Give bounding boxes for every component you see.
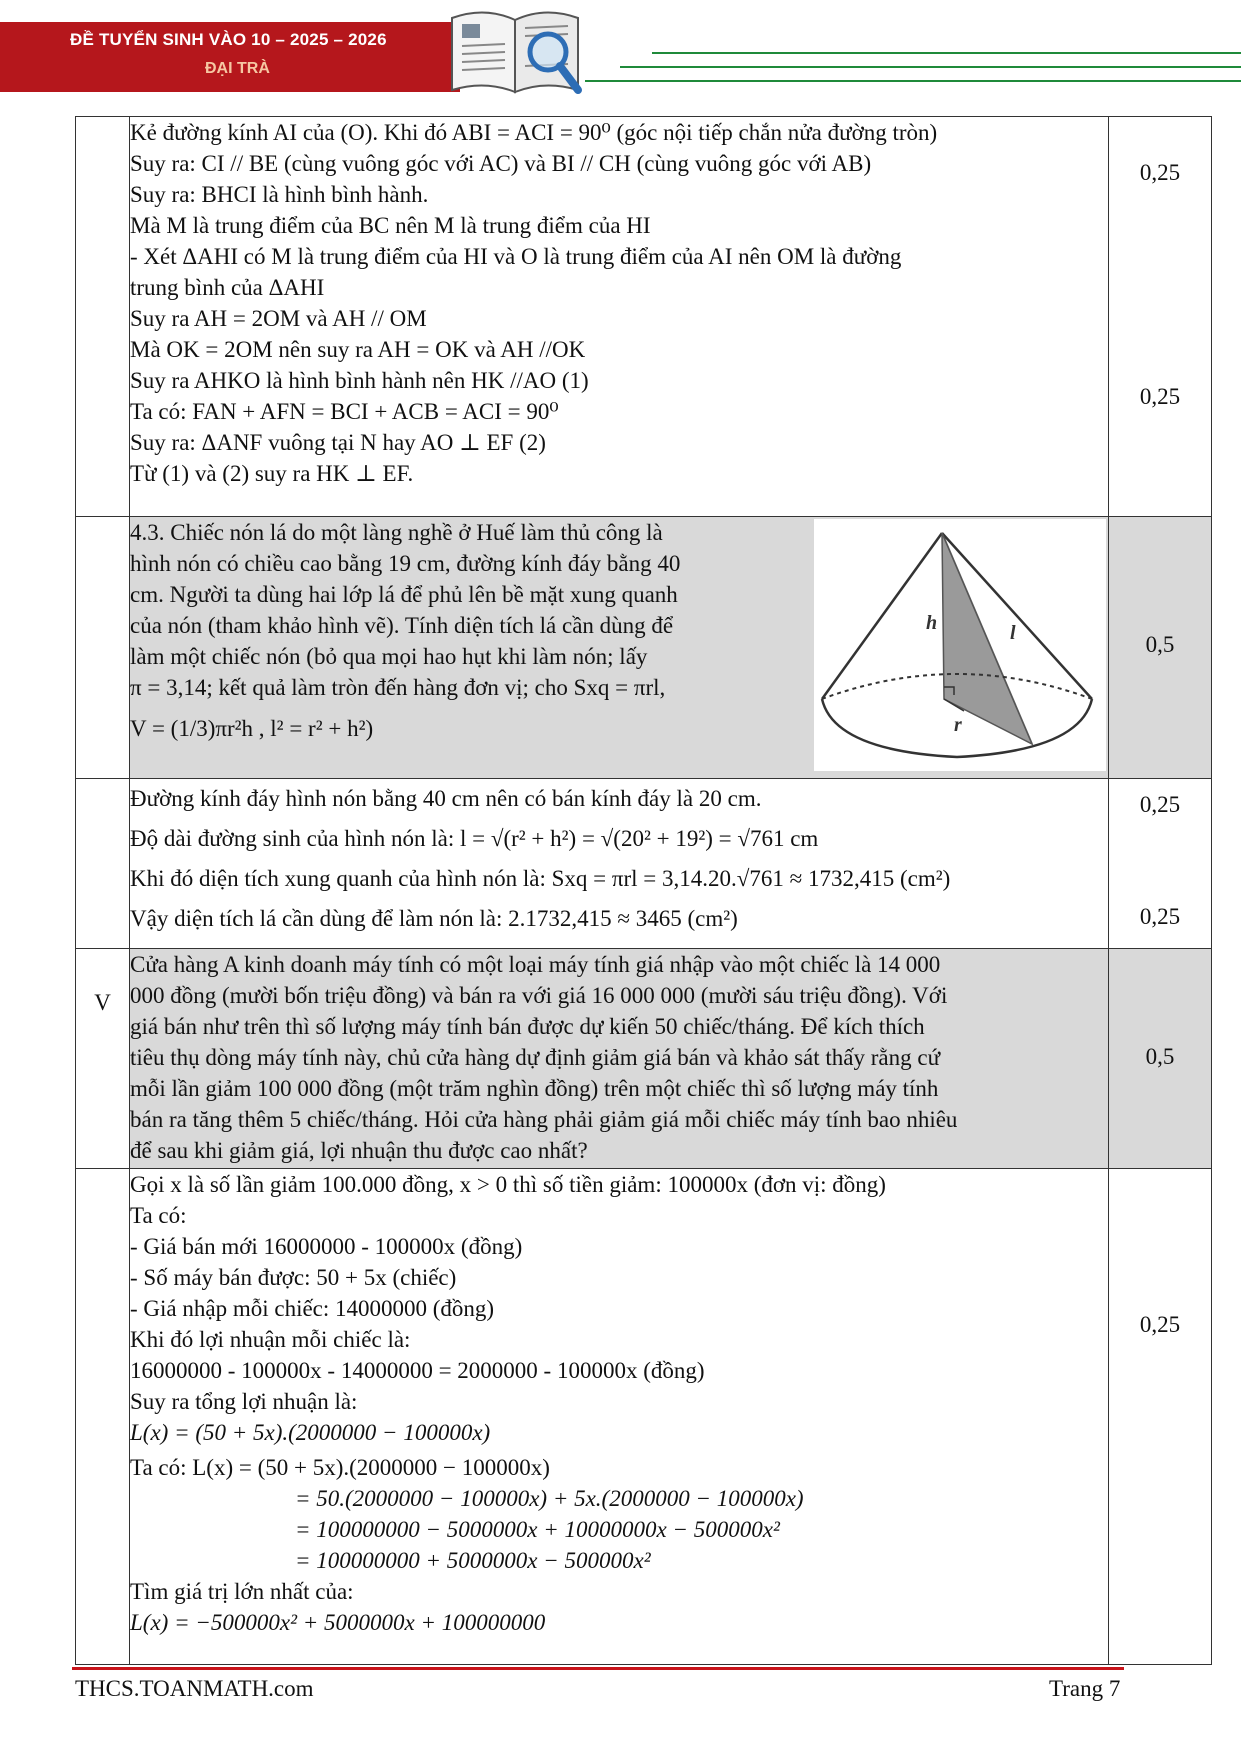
question-number-cell <box>76 779 130 949</box>
footer-site: THCS.TOANMATH.com <box>75 1676 314 1701</box>
text-line: cm. Người ta dùng hai lớp lá để phủ lên bề mặt xung quanh <box>130 582 678 607</box>
label-l: l <box>1010 622 1016 644</box>
question-number-cell <box>76 517 130 779</box>
text-line: Độ dài đường sinh của hình nón là: l = √(r² + h²) = √(20² + 19²) = √761 cm <box>130 826 819 851</box>
text-line: Ta có: FAN + AFN = BCI + ACB = ACI = 90⁰ <box>130 399 559 424</box>
question-number-cell <box>76 117 130 517</box>
text-line: 000 đồng (mười bốn triệu đồng) và bán ra với giá 16 000 000 (mười sáu triệu đồng). Với <box>130 983 948 1008</box>
text-line: trung bình của ΔAHI <box>130 275 325 300</box>
table-row <box>76 117 1212 517</box>
text-line: - Số máy bán được: 50 + 5x (chiếc) <box>130 1265 457 1290</box>
text-line: 16000000 - 100000x - 14000000 = 2000000 - 100000x (đồng) <box>130 1358 705 1383</box>
text-line: Suy ra: ΔANF vuông tại N hay AO ⊥ EF (2) <box>130 430 546 455</box>
points-cell <box>1109 779 1212 949</box>
header-subtitle: ĐẠI TRÀ <box>205 60 270 77</box>
text-line: - Giá bán mới 16000000 - 100000x (đồng) <box>130 1234 523 1259</box>
solution-cell <box>130 117 1109 517</box>
text-line: tiêu thụ dòng máy tính này, chủ cửa hàng dự định giảm giá bán và khảo sát thấy rằng cứ <box>130 1045 941 1070</box>
text-line: Ta có: L(x) = (50 + 5x).(2000000 − 100000x) <box>130 1455 550 1480</box>
question-number-cell <box>76 1169 130 1665</box>
footer-rule <box>72 1667 1124 1670</box>
footer-page-number: Trang 7 <box>1049 1676 1121 1701</box>
text-line: Mà OK = 2OM nên suy ra AH = OK và AH //OK <box>130 337 586 362</box>
cone-diagram <box>814 519 1106 771</box>
text-line: Tìm giá trị lớn nhất của: <box>130 1579 354 1604</box>
text-line: Gọi x là số lần giảm 100.000 đồng, x > 0 thì số tiền giảm: 100000x (đơn vị: đồng) <box>130 1172 886 1197</box>
text-line: Đường kính đáy hình nón bằng 40 cm nên có bán kính đáy là 20 cm. <box>130 786 762 811</box>
points-cell <box>1109 517 1212 779</box>
text-line: Từ (1) và (2) suy ra HK ⊥ EF. <box>130 461 414 486</box>
text-line: của nón (tham khảo hình vẽ). Tính diện tích lá cần dùng để <box>130 613 674 638</box>
points-value: 0,5 <box>1145 1044 1175 1069</box>
solution-cell <box>130 1169 1109 1665</box>
table-row <box>76 517 1212 779</box>
text-line: - Xét ΔAHI có M là trung điểm của HI và O là trung điểm của AI nên OM là đường <box>130 244 902 269</box>
text-line: Kẻ đường kính AI của (O). Khi đó ABI = ACI = 90⁰ (góc nội tiếp chắn nửa đường tròn) <box>130 120 938 145</box>
text-line: Khi đó diện tích xung quanh của hình nón là: Sxq = πrl = 3,14.20.√761 ≈ 1732,415 (cm²) <box>130 866 951 891</box>
points-value: 0,25 <box>1139 904 1181 929</box>
points-value: 0,5 <box>1145 632 1175 657</box>
points-value: 0,25 <box>1139 160 1181 185</box>
text-line: Suy ra tổng lợi nhuận là: <box>130 1389 358 1414</box>
header-rule-top <box>652 52 1241 54</box>
table-row <box>76 1169 1212 1665</box>
solution-cell <box>130 779 1109 949</box>
problem-cell <box>130 949 1109 1169</box>
text-line: L(x) = (50 + 5x).(2000000 − 100000x) <box>130 1420 491 1445</box>
text-line: Suy ra AHKO là hình bình hành nên HK //AO (1) <box>130 368 589 393</box>
table-row <box>76 949 1212 1169</box>
table-row <box>76 779 1212 949</box>
text-line: π = 3,14; kết quả làm tròn đến hàng đơn vị; cho Sxq = πrl, <box>130 675 666 700</box>
text-line: Suy ra: BHCI là hình bình hành. <box>130 182 429 207</box>
text-line: giá bán như trên thì số lượng máy tính bán được dự kiến 50 chiếc/tháng. Để kích thích <box>130 1014 925 1039</box>
text-line: Suy ra AH = 2OM và AH // OM <box>130 306 427 331</box>
text-line: - Giá nhập mỗi chiếc: 14000000 (đồng) <box>130 1296 495 1321</box>
points-cell <box>1109 117 1212 517</box>
text-line: làm một chiếc nón (bỏ qua mọi hao hụt khi làm nón; lấy <box>130 644 648 669</box>
text-line: Khi đó lợi nhuận mỗi chiếc là: <box>130 1327 411 1352</box>
question-number-cell: V <box>76 949 130 1169</box>
text-line: 4.3. Chiếc nón lá do một làng nghề ở Huế làm thủ công là <box>130 520 663 545</box>
text-line: Suy ra: CI // BE (cùng vuông góc với AC) và BI // CH (cùng vuông góc với AB) <box>130 151 872 176</box>
points-cell <box>1109 949 1212 1169</box>
header-title: ĐỀ TUYỂN SINH VÀO 10 – 2025 – 2026 <box>70 30 387 49</box>
problem-cell <box>130 517 1109 779</box>
text-line: Mà M là trung điểm của BC nên M là trung điểm của HI <box>130 213 651 238</box>
points-value: 0,25 <box>1139 792 1181 817</box>
header-rule-bottom <box>585 80 1241 82</box>
points-value: 0,25 <box>1139 384 1181 409</box>
text-line: bán ra tăng thêm 5 chiếc/tháng. Hỏi cửa hàng phải giảm giá mỗi chiếc máy tính bao nhiêu <box>130 1107 958 1132</box>
text-line: = 50.(2000000 − 100000x) + 5x.(2000000 − 100000x) <box>295 1486 804 1511</box>
text-line: = 100000000 + 5000000x − 500000x² <box>295 1548 651 1573</box>
points-cell <box>1109 1169 1212 1665</box>
text-line: Vậy diện tích lá cần dùng để làm nón là: 2.1732,415 ≈ 3465 (cm²) <box>130 906 738 931</box>
text-line: Ta có: <box>130 1203 187 1228</box>
answer-table <box>75 116 1212 1665</box>
text-line: Cửa hàng A kinh doanh máy tính có một loại máy tính giá nhập vào một chiếc là 14 000 <box>130 952 941 977</box>
text-line: mỗi lần giảm 100 000 đồng (một trăm nghìn đồng) trên một chiếc thì số lượng máy tính <box>130 1076 939 1101</box>
text-line: V = (1/3)πr²h , l² = r² + h²) <box>130 716 374 741</box>
label-h: h <box>926 612 938 634</box>
text-line: để sau khi giảm giá, lợi nhuận thu được cao nhất? <box>130 1138 588 1163</box>
text-line: hình nón có chiều cao bằng 19 cm, đường kính đáy bằng 40 <box>130 551 681 576</box>
label-r: r <box>954 714 962 736</box>
cone-figure <box>814 519 1106 771</box>
text-line: L(x) = −500000x² + 5000000x + 100000000 <box>130 1610 546 1635</box>
text-line: = 100000000 − 5000000x + 10000000x − 500000x² <box>295 1517 780 1542</box>
book-magnifier-icon <box>440 0 590 100</box>
header-rule-mid <box>620 66 1241 68</box>
points-value: 0,25 <box>1139 1312 1181 1337</box>
